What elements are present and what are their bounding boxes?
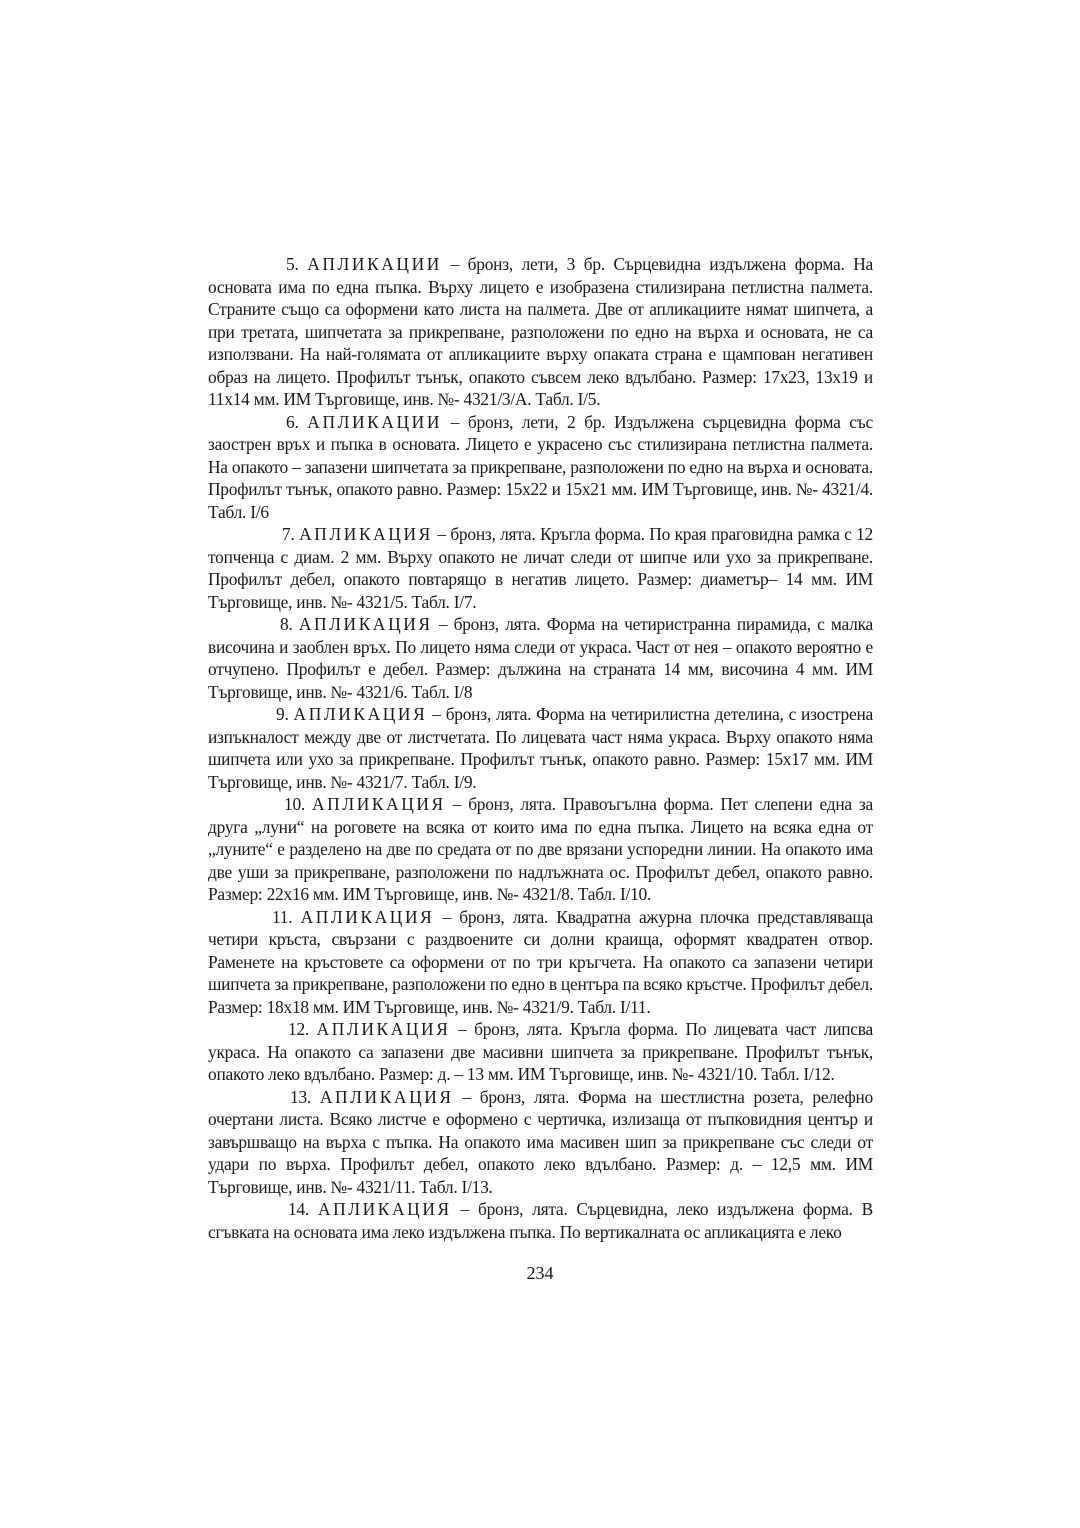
entry-number: 9. bbox=[276, 704, 289, 724]
entry-text: – бронз, лята. Форма на четиристранна пирамида, с малка височина и заоблен връх. По лицето няма следи от украса. Част от нея – опакото вероятно е отчупено. Профилът е дебел. Размер: дължина на страната 14 мм, височина 4 мм. ИМ Търговище, инв. №- 4321/6. Табл. I/8 bbox=[208, 614, 873, 702]
entry-number: 13. bbox=[290, 1086, 311, 1107]
entry-text: – бронз, лети, 2 бр. Издължена сърцевидна форма със заострен връх и пъпка в основата. Лицето е украсено със стилизирана петлистна палмета. На опакото – запазени шипчетата за прикрепване, разположени по едно на върха и основата. Профилът тънък, опакото равно. Размер: 15х22 и 15х21 мм. ИМ Търговище, инв. №- 4321/4. Табл. I/6 bbox=[208, 411, 873, 522]
entry-title: АПЛИКАЦИЯ bbox=[300, 906, 435, 927]
entry-number: 14. bbox=[288, 1199, 309, 1219]
entry-title: АПЛИКАЦИИ bbox=[307, 411, 442, 432]
catalog-entry-5 bbox=[208, 253, 873, 411]
entry-text: – бронз, лята. Правоъгълна форма. Пет слепени една за друга „луни“ на роговете на всяка от които има по една пъпка. Лицето на всяка една от „луните“ е разделено на две по средата от по две врязани успоредни линии. На опакото има две уши за прикрепване, разположени по надлъжната ос. Профилът дебел, опакото равно. Размер: 22х16 мм. ИМ Търговище, инв. №- 4321/8. Табл. I/10. bbox=[208, 794, 873, 904]
catalog-entry-10 bbox=[208, 793, 873, 906]
entry-text: – бронз, лята. Форма на шестлистна розета, релефно очертани листа. Всяко листче е оформено с чертичка, излизаща от пъпковидния център и завършващо на върха с пъпка. На опакото има масивен шип за прикрепване със следи от удари по върха. Профилът дебел, опакото леко вдълбано. Размер: д. – 12,5 мм. ИМ Търговище, инв. №- 4321/11. Табл. I/13. bbox=[208, 1086, 873, 1197]
catalog-entry-8 bbox=[208, 613, 873, 703]
entry-title: АПЛИКАЦИЯ bbox=[293, 704, 428, 724]
entry-text: – бронз, лята. Кръгла форма. По края праговидна рамка с 12 топченца с диам. 2 мм. Върху опакото не личат следи от шипче или ухо за прикрепване. Профилът дебел, опакото повтарящо в негатив лицето. Размер: диаметър– 14 мм. ИМ Търговище, инв. №- 4321/5. Табл. I/7. bbox=[208, 524, 873, 612]
entry-title: АПЛИКАЦИЯ bbox=[317, 1199, 452, 1219]
entry-number: 6. bbox=[286, 411, 299, 432]
catalog-entry-11 bbox=[208, 906, 873, 1019]
entry-number: 5. bbox=[286, 254, 299, 274]
entry-title: АПЛИКАЦИИ bbox=[307, 254, 442, 274]
catalog-entry-13 bbox=[208, 1086, 873, 1199]
entry-number: 7. bbox=[282, 524, 295, 544]
entry-number: 8. bbox=[280, 614, 293, 634]
entry-text: – бронз, лята. Квадратна ажурна плочка представляваща четири кръста, свързани с раздвоените си долни краища, оформят квадратен отвор. Раменете на кръстовете са оформени от по три кръгчета. На опакото са запазени четири шипчета за прикрепване, разположени по едно в центъра па всяко кръстче. Профилът дебел. Размер: 18х18 мм. ИМ Търговище, инв. №- 4321/9. Табл. I/11. bbox=[208, 906, 873, 1017]
entry-text: – бронз, лята. Кръгла форма. По лицевата част липсва украса. На опакото са запазени две масивни шипчета за прикрепване. Профилът тънък, опакото леко вдълбано. Размер: д. – 13 мм. ИМ Търговище, инв. №- 4321/10. Табл. I/12. bbox=[208, 1019, 873, 1084]
entry-title: АПЛИКАЦИЯ bbox=[316, 1019, 451, 1039]
catalog-entry-6 bbox=[208, 411, 873, 524]
entry-text: – бронз, лети, 3 бр. Сърцевидна издължена форма. На основата има по една пъпка. Върху лицето е изобразена стилизирана петлистна палмета. Страните също са оформени като листа на палмета. Две от апликациите нямат шипчета, а при третата, шипчетата за прикрепване, разположени по едно на върха и основата, не са използвани. На най-голямата от апликациите върху опаката страна е щампован негативен образ на лицето. Профилът тънък, опакото съвсем леко вдълбано. Размер: 17х23, 13х19 и 11х14 мм. ИМ Търговище, инв. №- 4321/3/А. Табл. I/5. bbox=[208, 254, 873, 409]
entry-number: 12. bbox=[288, 1019, 309, 1039]
entry-title: АПЛИКАЦИЯ bbox=[299, 524, 433, 544]
entry-title: АПЛИКАЦИЯ bbox=[319, 1086, 454, 1107]
entry-number: 10. bbox=[284, 794, 305, 814]
page-number: 234 bbox=[526, 1263, 554, 1283]
entry-title: АПЛИКАЦИЯ bbox=[298, 614, 433, 634]
document-body bbox=[208, 253, 873, 1243]
entry-text: – бронз, лята. Сърцевидна, леко издължена форма. В сгъвката на основата има леко издължена пъпка. По вертикалната ос апликацията е леко bbox=[208, 1199, 873, 1242]
entry-title: АПЛИКАЦИЯ bbox=[312, 794, 446, 814]
entry-text: – бронз, лята. Форма на четирилистна детелина, с изострена изпъкналост между две от листчетата. По лицевата част няма украса. Върху опакото няма шипчета или ухо за прикрепване. Профилът тънък, опакото равно. Размер: 15х17 мм. ИМ Търговище, инв. №- 4321/7. Табл. I/9. bbox=[208, 704, 873, 792]
catalog-entry-7 bbox=[208, 523, 873, 613]
catalog-entry-12 bbox=[208, 1018, 873, 1086]
entry-number: 11. bbox=[272, 906, 293, 927]
catalog-entry-9 bbox=[208, 703, 873, 793]
catalog-entry-14 bbox=[208, 1198, 873, 1243]
